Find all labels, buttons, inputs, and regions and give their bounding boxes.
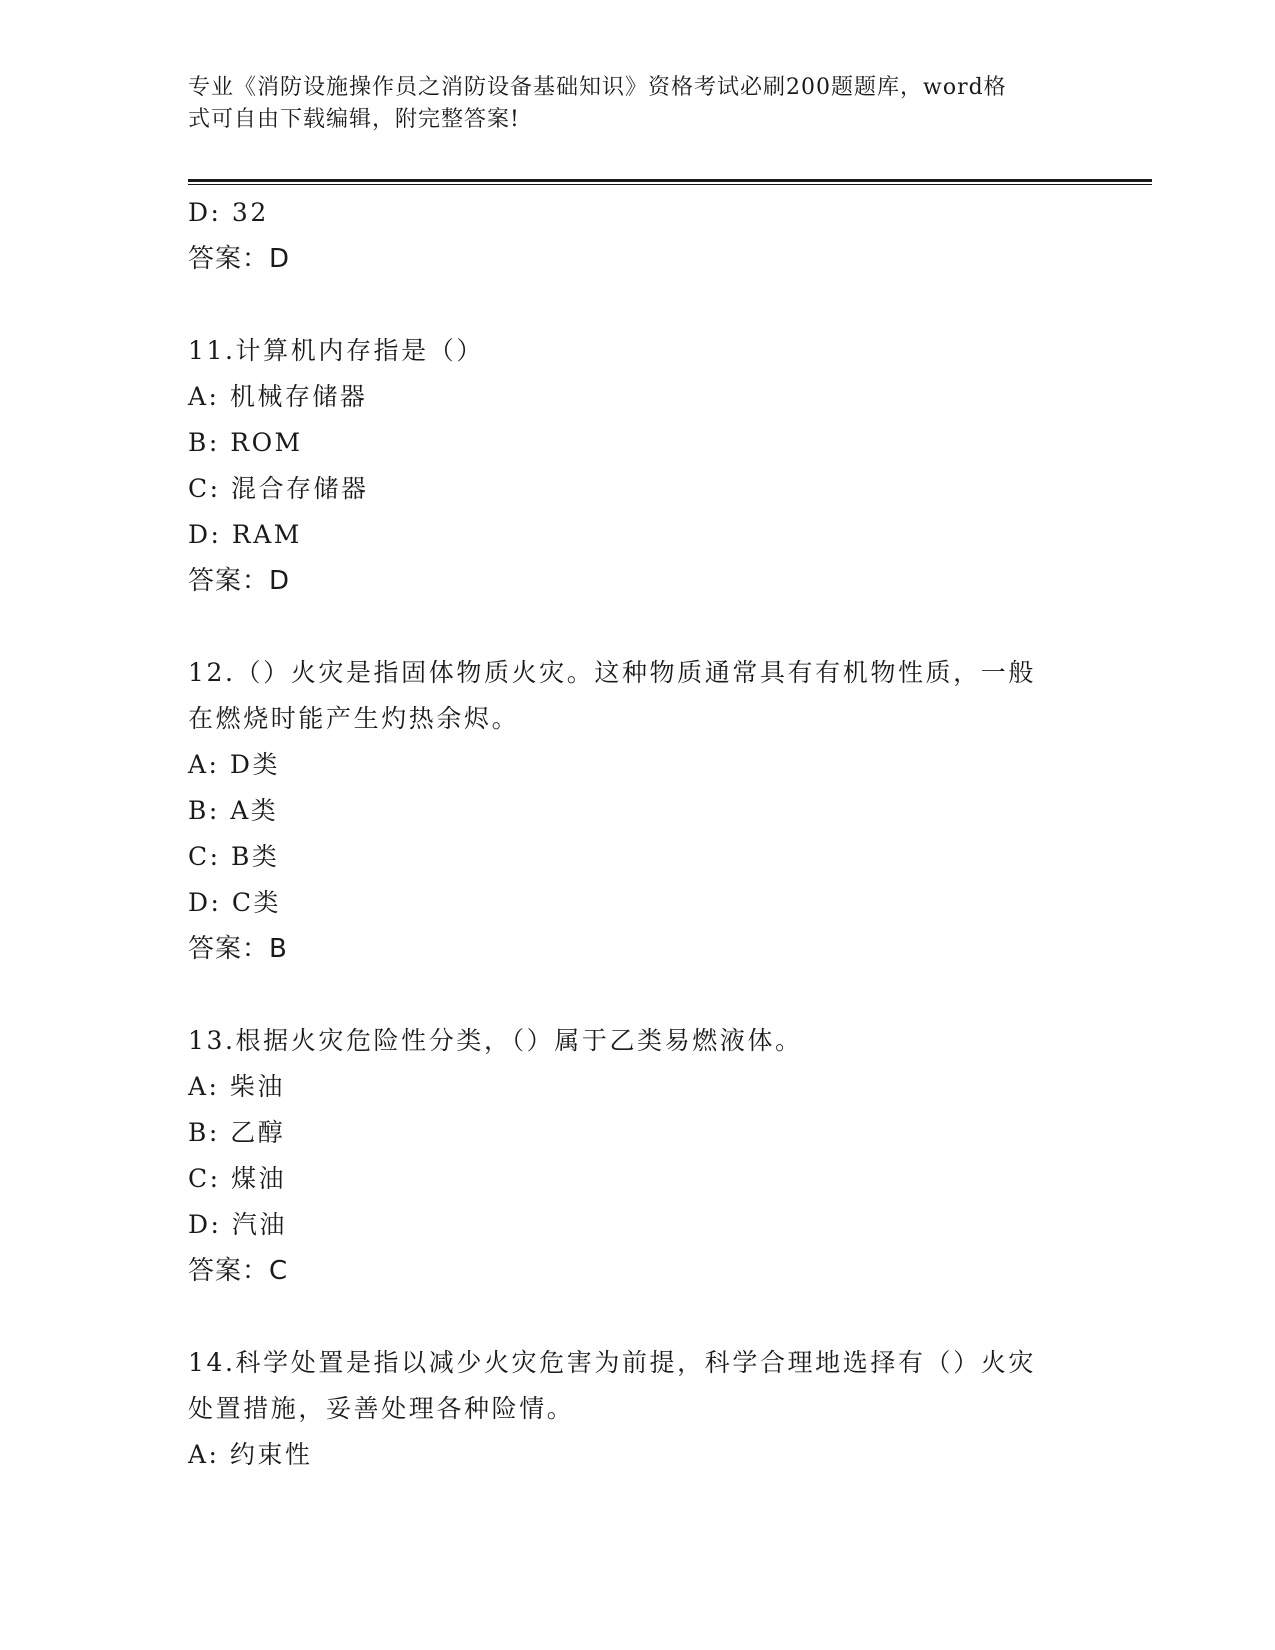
answer-line: 答案：D — [188, 566, 291, 596]
question-11 — [188, 328, 1088, 604]
option-a: A: 机械存储器 — [188, 382, 368, 411]
header-line-1: 专业《消防设施操作员之消防设备基础知识》资格考试必刷200题题库，word格 — [188, 75, 1007, 100]
spacer — [188, 1294, 1088, 1340]
option-c: C: 混合存储器 — [188, 474, 369, 503]
question-stem-line-2: 处置措施，妥善处理各种险情。 — [188, 1394, 575, 1423]
spacer — [188, 604, 1088, 650]
option-c: C: 煤油 — [188, 1164, 286, 1193]
document-header — [188, 72, 1068, 136]
option-a: A: 约束性 — [188, 1440, 313, 1469]
option-d: D: C类 — [188, 888, 282, 917]
question-stem: 11.计算机内存指是（） — [188, 336, 484, 365]
question-list — [188, 190, 1088, 1478]
spacer — [188, 972, 1088, 1018]
question-stem-line-1: 14.科学处置是指以减少火灾危害为前提，科学合理地选择有（）火灾 — [188, 1348, 1036, 1377]
option-a: A: D类 — [188, 750, 280, 779]
header-divider-thick — [188, 179, 1152, 182]
option-b: B: A类 — [188, 796, 279, 825]
answer-line: 答案：D — [188, 244, 291, 274]
spacer — [188, 282, 1088, 328]
option-d: D: 汽油 — [188, 1210, 287, 1239]
option-b: B: 乙醇 — [188, 1118, 286, 1147]
question-stem-line-2: 在燃烧时能产生灼热余烬。 — [188, 704, 520, 733]
answer-line: 答案：B — [188, 934, 288, 964]
question-12 — [188, 650, 1088, 972]
header-line-2: 式可自由下载编辑，附完整答案! — [188, 107, 520, 132]
option-d: D: RAM — [188, 520, 302, 549]
option-b: B: ROM — [188, 428, 303, 457]
option-a: A: 柴油 — [188, 1072, 285, 1101]
question-14 — [188, 1340, 1088, 1478]
header-divider-thin — [188, 184, 1152, 185]
question-stem-line-1: 12.（）火灾是指固体物质火灾。这种物质通常具有有机物性质，一般 — [188, 658, 1036, 687]
question-stem: 13.根据火灾危险性分类，（）属于乙类易燃液体。 — [188, 1026, 803, 1055]
question-13 — [188, 1018, 1088, 1294]
answer-line: 答案：C — [188, 1256, 289, 1286]
option-c: C: B类 — [188, 842, 280, 871]
option-d: D: 32 — [188, 198, 269, 227]
